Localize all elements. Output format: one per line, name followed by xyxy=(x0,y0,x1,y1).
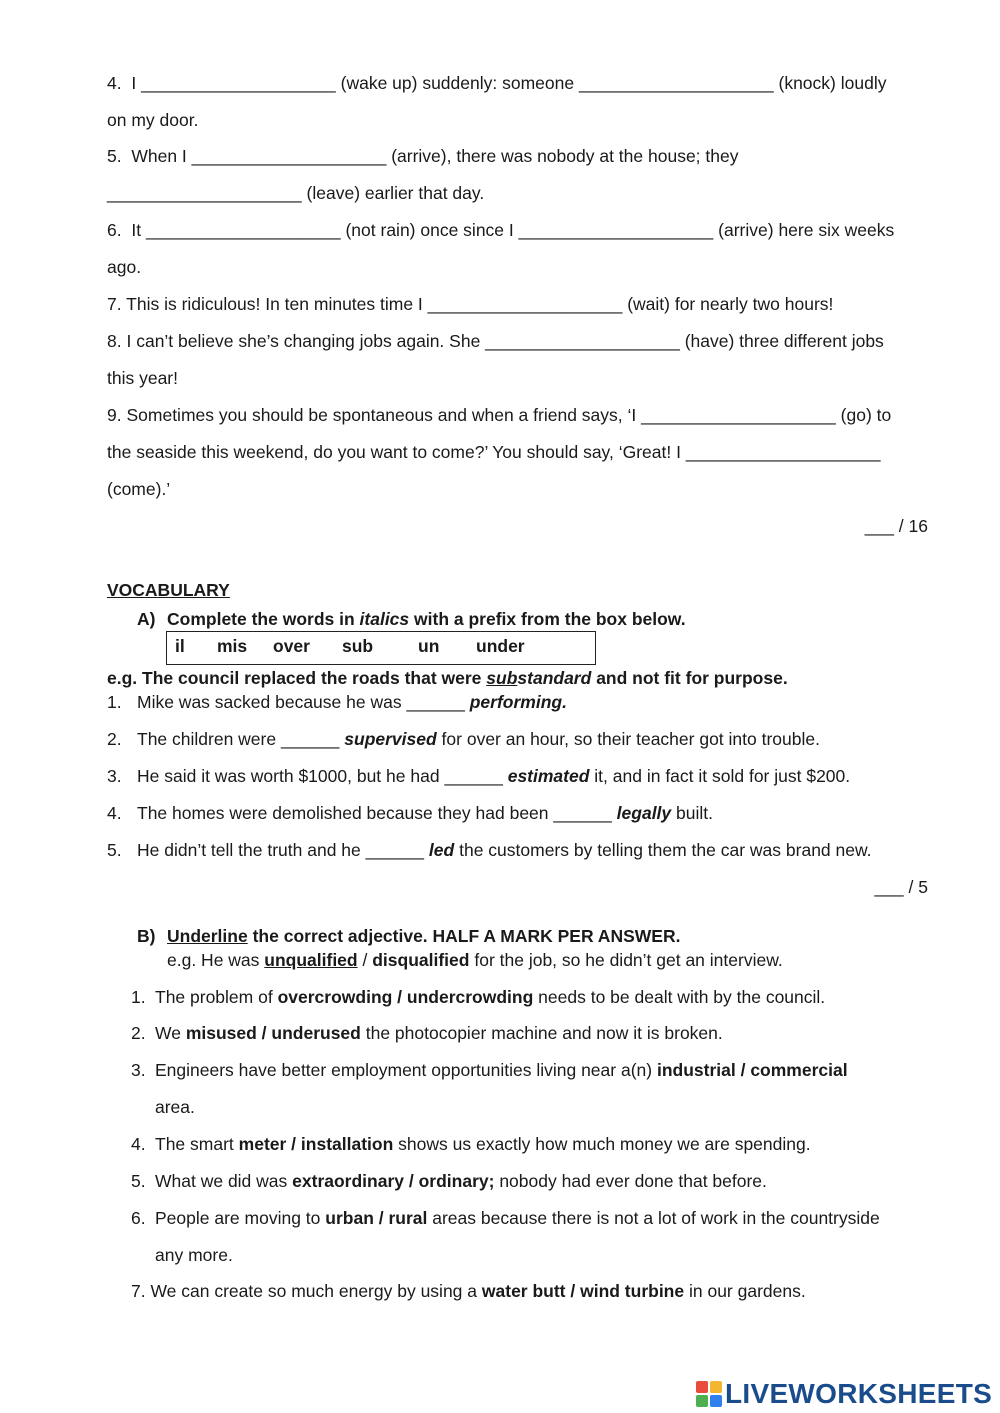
part-a-item-2: 2. The children were ______ supervised for over an hour, so their teacher got into trouble. xyxy=(107,729,820,749)
grammar-q5: 5. When I ____________________ (arrive), there was nobody at the house; they xyxy=(107,146,739,166)
prefix-over: over xyxy=(273,636,310,656)
answer-blank[interactable]: ____________________ xyxy=(145,220,341,240)
grammar-q4-cont: on my door. xyxy=(107,110,199,130)
grammar-q9-cont: (come).’ xyxy=(107,479,171,499)
grammar-q5-cont: ____________________ (leave) earlier that day. xyxy=(107,183,485,203)
adjective-choice[interactable]: meter / installation xyxy=(238,1134,394,1154)
grammar-q6-cont: ago. xyxy=(107,257,142,277)
answer-blank[interactable]: ____________________ xyxy=(485,331,680,351)
grammar-q8-cont: this year! xyxy=(107,368,178,388)
part-a-item-3: 3. He said it was worth $1000, but he had ______ estimated it, and in fact it sold for just $200. xyxy=(107,766,851,786)
answer-blank[interactable]: ____________________ xyxy=(641,405,836,425)
logo-text: LIVEWORKSHEETS xyxy=(725,1378,993,1409)
answer-blank[interactable]: ______ xyxy=(553,803,612,823)
part-a-instruction: A) Complete the words in italics with a prefix from the box below. xyxy=(137,609,686,629)
part-b-item-2: 2. We misused / underused the photocopier machine and now it is broken. xyxy=(131,1023,723,1043)
answer-blank[interactable]: ____________________ xyxy=(427,294,623,314)
answer-blank[interactable]: ______ xyxy=(365,840,425,860)
part-b-item-3: 3. Engineers have better employment opportunities living near a(n) industrial / commercial xyxy=(131,1060,848,1080)
grammar-q4: 4. I ____________________ (wake up) suddenly: someone ____________________ (knock) loudly xyxy=(107,73,887,93)
part-a-score: ___ / 5 xyxy=(874,877,928,897)
grammar-q9: 9. Sometimes you should be spontaneous and when a friend says, ‘I ____________________ (go) to xyxy=(107,405,892,425)
part-b-item-7: 7. We can create so much energy by using a water butt / wind turbine in our gardens. xyxy=(131,1281,806,1301)
adjective-choice[interactable]: industrial / commercial xyxy=(656,1060,848,1080)
adjective-choice[interactable]: urban / rural xyxy=(325,1208,428,1228)
adjective-choice[interactable]: overcrowding / undercrowding xyxy=(277,987,534,1007)
answer-blank[interactable]: ____________________ xyxy=(141,73,336,93)
answer-blank[interactable]: ____________________ xyxy=(191,146,387,166)
answer-blank[interactable]: ______ xyxy=(444,766,503,786)
prefix-sub: sub xyxy=(342,636,374,656)
part-b-item-5: 5. What we did was extraordinary / ordinary; nobody had ever done that before. xyxy=(131,1171,767,1191)
answer-blank[interactable]: ____________________ xyxy=(685,442,881,462)
answer-blank[interactable]: ____________________ xyxy=(107,183,302,203)
part-b-example: e.g. He was unqualified / disqualified for the job, so he didn’t get an interview. xyxy=(167,950,783,970)
logo-icon xyxy=(696,1381,722,1407)
grammar-q8: 8. I can’t believe she’s changing jobs again. She ____________________ (have) three different jobs xyxy=(107,331,884,351)
part-a-item-1: 1. Mike was sacked because he was ______ performing. xyxy=(107,692,567,712)
part-a-example: e.g. The council replaced the roads that were substandard and not fit for purpose. xyxy=(107,668,788,688)
prefix-un: un xyxy=(418,636,440,656)
adjective-choice[interactable]: extraordinary / ordinary; xyxy=(292,1171,495,1191)
prefix-mis: mis xyxy=(217,636,248,656)
grammar-q7: 7. This is ridiculous! In ten minutes time I ____________________ (wait) for nearly two hours! xyxy=(107,294,834,314)
prefix-under: under xyxy=(476,636,525,656)
prefix-il: il xyxy=(175,636,185,656)
prefix-box xyxy=(166,631,596,665)
part-a-item-4: 4. The homes were demolished because they had been ______ legally built. xyxy=(107,803,713,823)
section-heading: VOCABULARY xyxy=(107,580,230,600)
part-b-item-6-cont: any more. xyxy=(155,1245,233,1265)
part-b-item-6: 6. People are moving to urban / rural areas because there is not a lot of work in the countryside xyxy=(131,1208,880,1228)
answer-blank[interactable]: ______ xyxy=(406,692,465,712)
adjective-choice[interactable]: water butt / wind turbine xyxy=(481,1281,685,1301)
part-a-item-5: 5. He didn’t tell the truth and he ______ led the customers by telling them the car was brand new. xyxy=(107,840,872,860)
liveworksheets-logo[interactable] xyxy=(696,1377,992,1411)
adjective-choice[interactable]: misused / underused xyxy=(185,1023,361,1043)
grammar-q6: 6. It ____________________ (not rain) once since I ____________________ (arrive) here six weeks xyxy=(107,220,895,240)
part-b-item-1: 1. The problem of overcrowding / undercrowding needs to be dealt with by the council. xyxy=(131,987,826,1007)
part-b-item-4: 4. The smart meter / installation shows us exactly how much money we are spending. xyxy=(131,1134,811,1154)
answer-blank[interactable]: ______ xyxy=(280,729,340,749)
answer-blank[interactable]: ____________________ xyxy=(578,73,774,93)
part-b-item-3-cont: area. xyxy=(155,1097,195,1117)
grammar-score: ___ / 16 xyxy=(864,516,928,536)
q-number: 4. xyxy=(107,73,122,93)
answer-blank[interactable]: ____________________ xyxy=(518,220,714,240)
grammar-q9-line2: the seaside this weekend, do you want to come?’ You should say, ‘Great! I ____________________ xyxy=(107,442,881,462)
part-b-instruction: B) Underline the correct adjective. HALF A MARK PER ANSWER. xyxy=(137,926,681,946)
